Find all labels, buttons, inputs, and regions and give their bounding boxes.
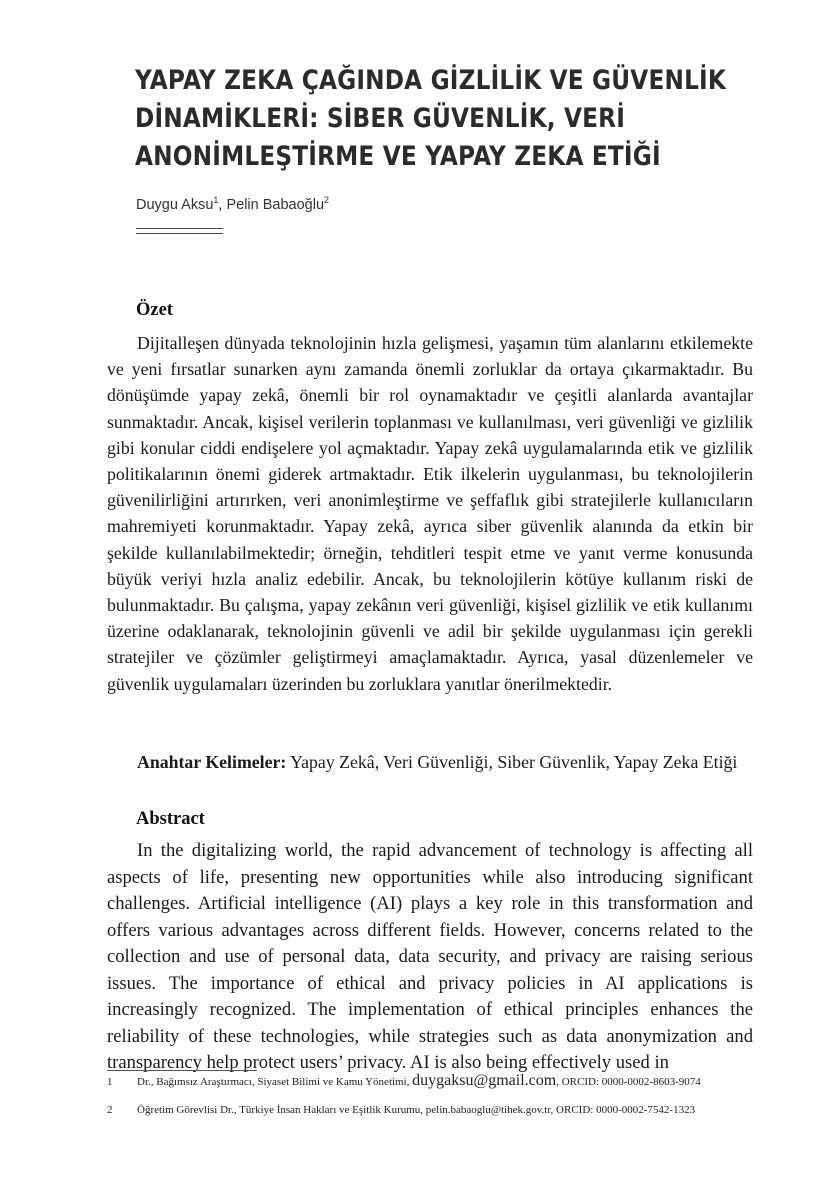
footnote-marker: 1 bbox=[213, 195, 219, 206]
author-separator: , bbox=[218, 197, 227, 213]
abstract-body bbox=[107, 838, 753, 1077]
author-name: Pelin Babaoğlu bbox=[226, 197, 325, 213]
abstract-heading: Abstract bbox=[136, 809, 205, 829]
footnote-number: 1 bbox=[107, 1076, 113, 1088]
keywords bbox=[107, 749, 753, 775]
keywords-text: Yapay Zekâ, Veri Güvenliği, Siber Güvenlik, Yapay Zeka Etiği bbox=[290, 752, 738, 772]
paper-title bbox=[135, 62, 727, 176]
footnote-marker: 2 bbox=[324, 195, 330, 206]
divider-line bbox=[136, 228, 223, 229]
title-line: DİNAMİKLERİ: SİBER GÜVENLİK, VERİ bbox=[135, 103, 626, 134]
footnote bbox=[107, 1104, 757, 1117]
author-name: Duygu Aksu bbox=[136, 197, 214, 213]
footnote-text: , ORCID: 0000-0002-8603-9074 bbox=[556, 1076, 701, 1088]
footnote-text: Öğretim Görevlisi Dr., Türkiye İnsan Hakları ve Eşitlik Kurumu, pelin.babaoglu@tihek.gov.tr, ORCID: 0000-0002-7542-1323 bbox=[137, 1104, 696, 1116]
title-line: ANONİMLEŞTİRME VE YAPAY ZEKA ETİĞİ bbox=[135, 141, 661, 172]
ozet-text: Dijitalleşen dünyada teknolojinin hızla gelişmesi, yaşamın tüm alanlarını etkilemekte ve yeni fırsatlar sunarken aynı zamanda önemli zorluklar da ortaya çıkarmaktadır. Bu dönüşümde yapay zekâ, önemli bir rol oynamaktadır ve çeşitli alanlarda avantajlar sunmaktadır. Ancak, kişisel verilerin toplanması ve kullanılması, veri güvenliği ve gizlilik gibi konular ciddi endişelere yol açmaktadır. Yapay zekâ uygulamalarında etik ve gizlilik politikalarının önemi giderek artmaktadır. Etik ilkelerin uygulanması, bu teknolojilerin güvenilirliğini artırırken, veri anonimleştirme ve şeffaflık gibi stratejilerle kullanıcıların mahremiyeti korunmaktadır. Yapay zekâ, ayrıca siber güvenlik alanında da etkin bir şekilde kullanılabilmektedir; örneğin, tehditleri tespit etme ve yanıt verme konusunda büyük veriyi hızla analiz edebilir. Ancak, bu teknolojilerin kötüye kullanım riski de bulunmaktadır. Bu çalışma, yapay zekânın veri güvenliği, kişisel gizlilik ve etik kullanımı üzerine odaklanarak, teknolojinin güvenli ve adil bir şekilde uygulanması için gerekli stratejiler ve çözümler geliştirmeyi amaçlamaktadır. Ayrıca, yasal düzenlemeler ve güvenlik uygulamaları üzerinden bu zorluklara yanıtlar önerilmektedir. bbox=[107, 333, 753, 694]
footnote-divider bbox=[107, 1070, 257, 1071]
abstract-text: In the digitalizing world, the rapid advancement of technology is affecting all aspects of life, presenting new opportunities while also introducing significant challenges. Artificial intelligence (AI) plays a key role in this transformation and offers various advantages across different fields. However, concerns related to the collection and use of personal data, data security, and privacy are raising serious issues. The importance of ethical and privacy policies in AI applications is increasingly recognized. The implementation of ethical principles enhances the reliability of these technologies, while strategies such as data anonymization and transparency help protect users’ privacy. AI is also being effectively used in bbox=[107, 840, 753, 1073]
ozet-body bbox=[107, 330, 753, 697]
title-line: YAPAY ZEKA ÇAĞINDA GİZLİLİK VE GÜVENLİK bbox=[135, 65, 727, 96]
email-link[interactable]: duygaksu@gmail.com bbox=[412, 1072, 557, 1089]
ozet-heading: Özet bbox=[136, 300, 173, 320]
footnote-text: Dr., Bağımsız Araştırmacı, Siyaset Bilimi ve Kamu Yönetimi, bbox=[137, 1076, 413, 1088]
divider-line bbox=[136, 233, 223, 234]
keywords-label: Anahtar Kelimeler: bbox=[137, 752, 287, 772]
author-list bbox=[136, 197, 329, 213]
footnote bbox=[107, 1072, 757, 1089]
footnote-number: 2 bbox=[107, 1104, 113, 1116]
